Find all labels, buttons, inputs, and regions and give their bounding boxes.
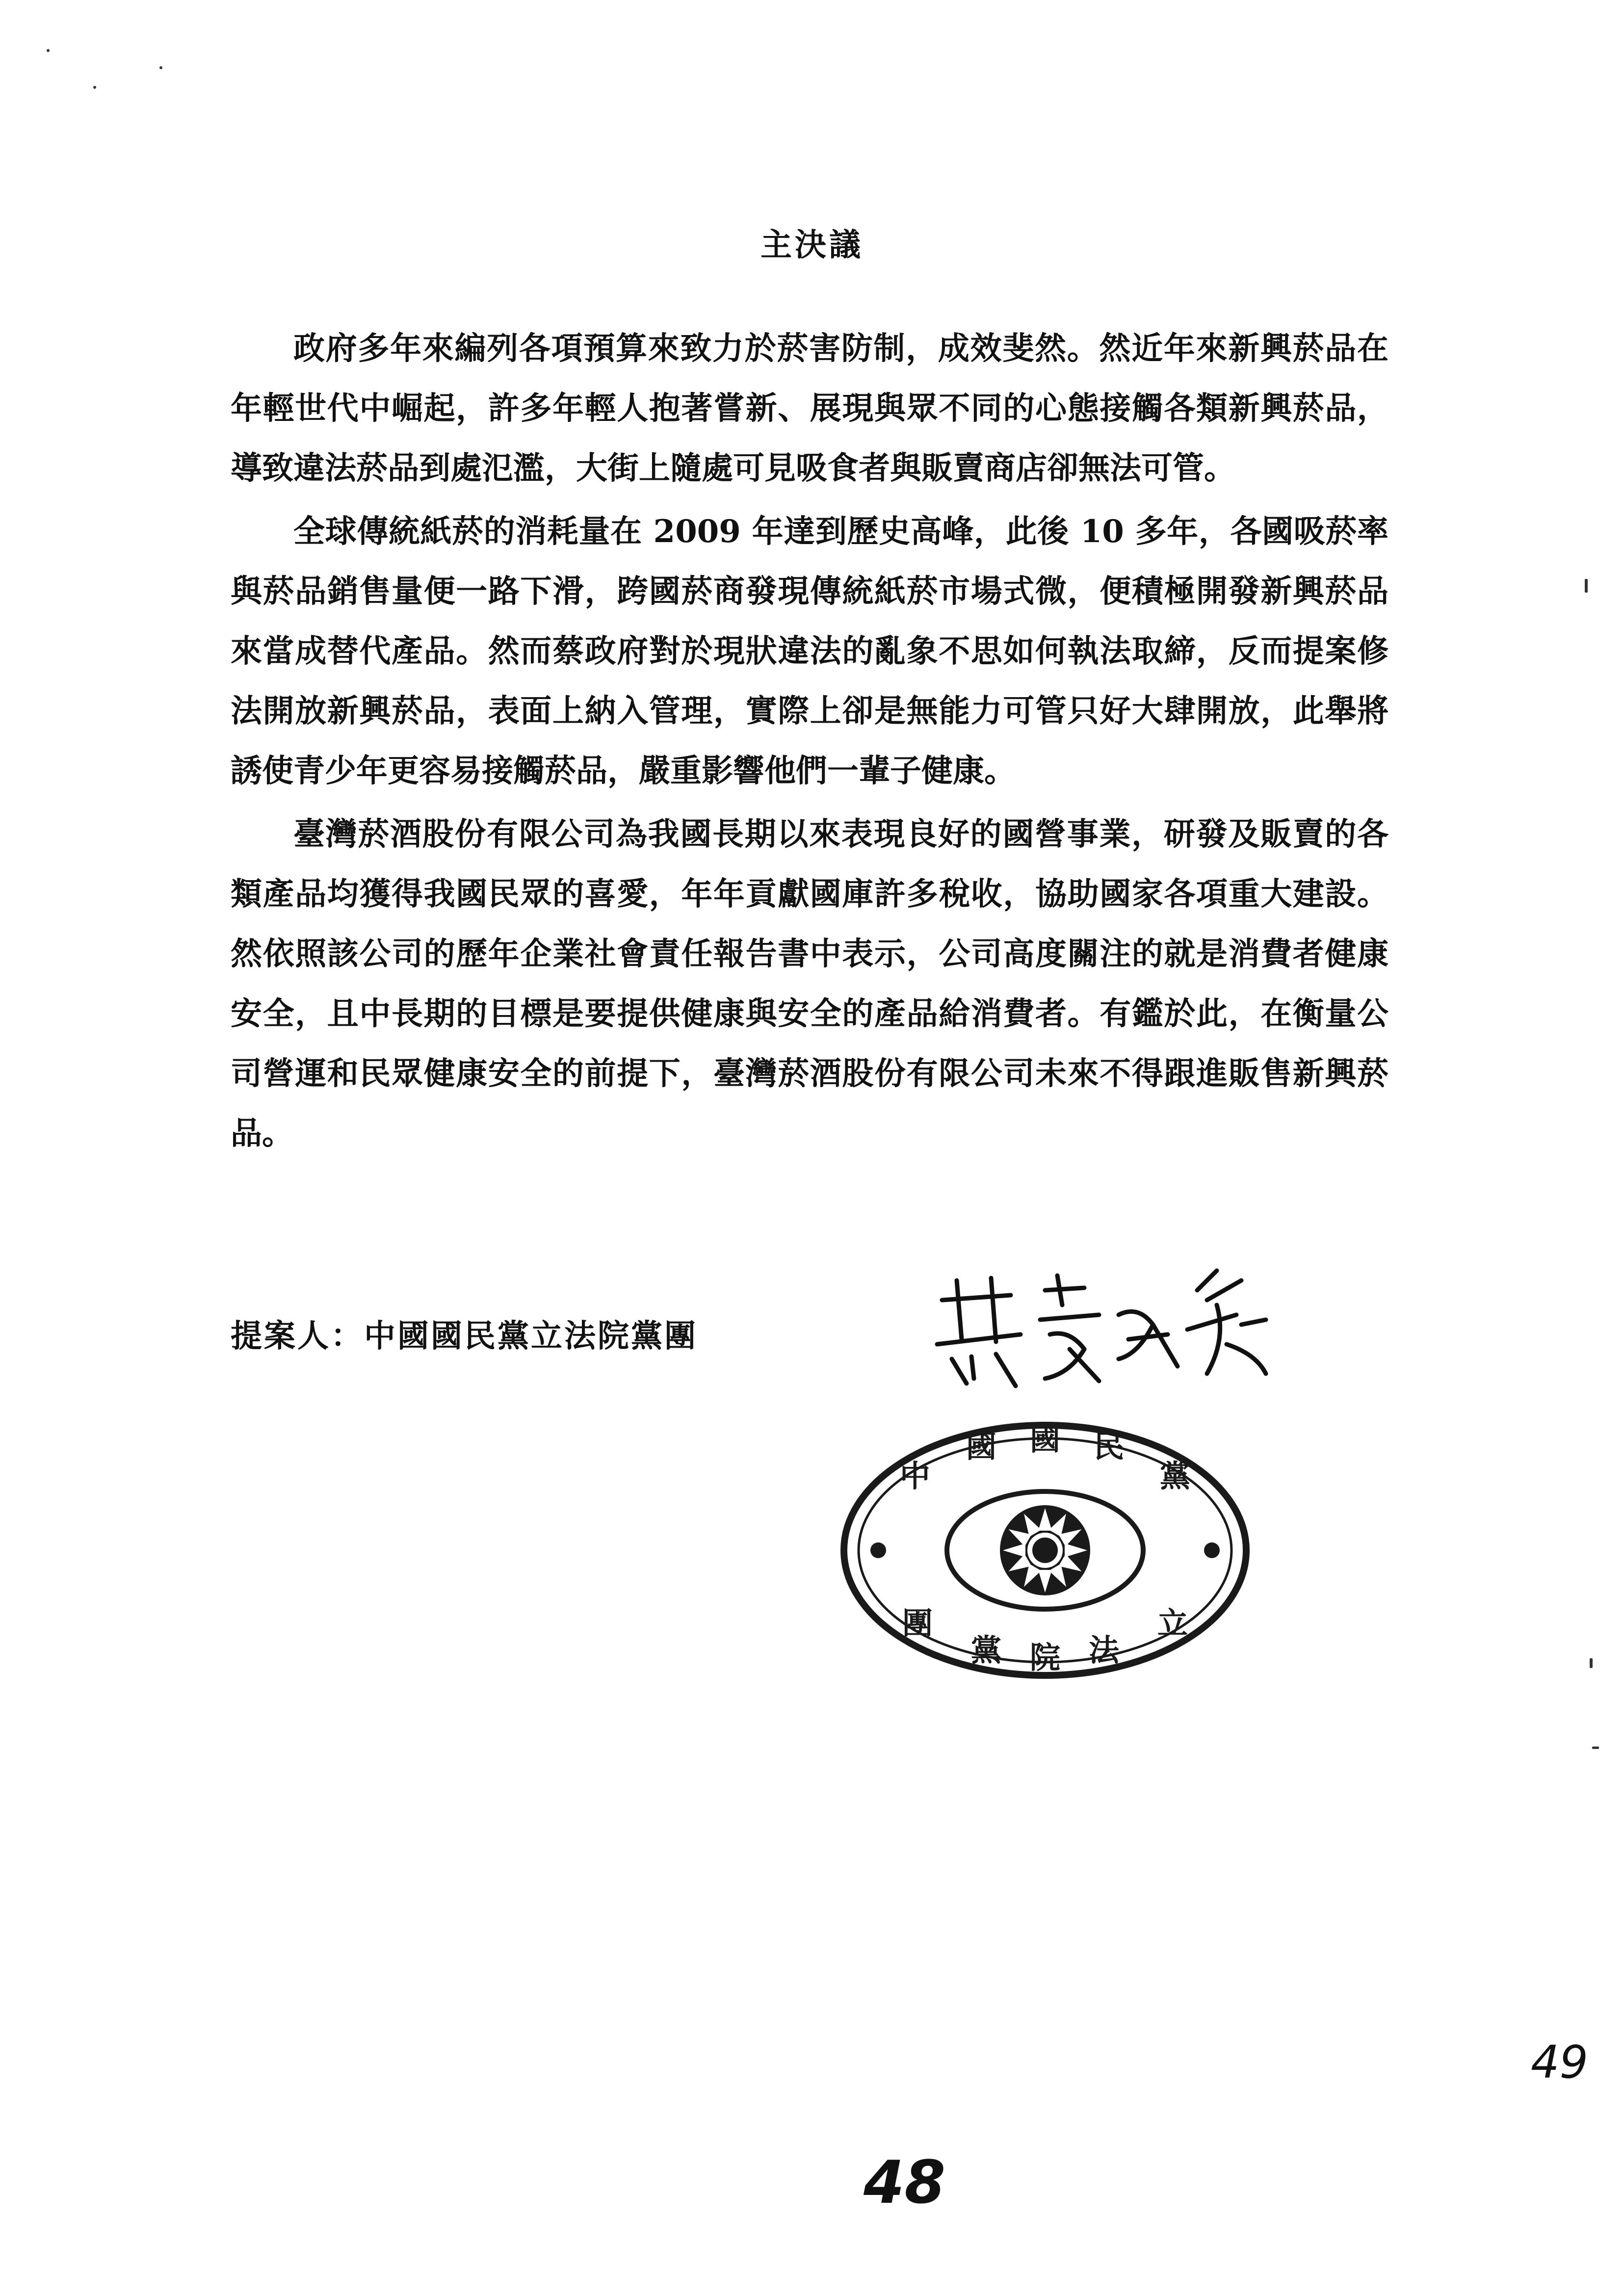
scan-speck [1592,1747,1599,1749]
svg-text:國: 國 [1029,1421,1061,1457]
page-number-printed: 48 [864,2149,945,2217]
svg-text:黨: 黨 [1159,1458,1191,1494]
scan-speck [1590,1658,1593,1668]
svg-text:團: 團 [902,1605,933,1641]
scan-speck [47,49,50,52]
proposer-line: 提案人：中國國民黨立法院黨團 [231,1318,698,1355]
seal-stamp [834,1413,1256,1688]
svg-text:中: 中 [899,1458,931,1494]
scan-speck [1585,579,1588,593]
paragraph-2: 全球傳統紙菸的消耗量在 2009 年達到歷史高峰，此後 10 多年，各國吸菸率與菸品銷售量便一路下滑，跨國菸商發現傳統紙菸市場式微，便積極開發新興菸品來當成替代產品。然而蔡政府對於現狀違法的亂象不思如何執法取締，反而提案修法開放新興菸品，表面上納入管理，實際上卻是無能力可管只好大肆開放，此舉將誘使青少年更容易接觸菸品，嚴重影響他們一輩子健康。 [231,513,1388,789]
signature-image [922,1261,1276,1403]
svg-text:院: 院 [1029,1640,1061,1675]
svg-text:法: 法 [1088,1632,1120,1668]
scan-speck [159,66,162,69]
body-text [231,319,1388,1167]
paragraph-1: 政府多年來編列各項預算來致力於菸害防制，成效斐然。然近年來新興菸品在年輕世代中崛起，許多年輕人抱著嘗新、展現與眾不同的心態接觸各類新興菸品，導致違法菸品到處氾濫，大街上隨處可見吸食者與販賣商店卻無法可管。 [231,330,1388,487]
svg-text:立: 立 [1157,1605,1188,1641]
svg-text:黨: 黨 [970,1632,1002,1668]
page-title: 主決議 [760,227,864,263]
svg-text:國: 國 [966,1429,997,1464]
page-number-handwritten: 49 [1531,2036,1589,2088]
paragraph-3: 臺灣菸酒股份有限公司為我國長期以來表現良好的國營事業，研發及販賣的各類產品均獲得我國民眾的喜愛，年年貢獻國庫許多稅收，協助國家各項重大建設。然依照該公司的歷年企業社會責任報告書中表示，公司高度關注的就是消費者健康安全，且中長期的目標是要提供健康與安全的產品給消費者。有鑑於此，在衡量公司營運和民眾健康安全的前提下，臺灣菸酒股份有限公司未來不得跟進販售新興菸品。 [231,816,1388,1152]
svg-text:民: 民 [1093,1429,1125,1464]
scan-speck [93,86,96,89]
